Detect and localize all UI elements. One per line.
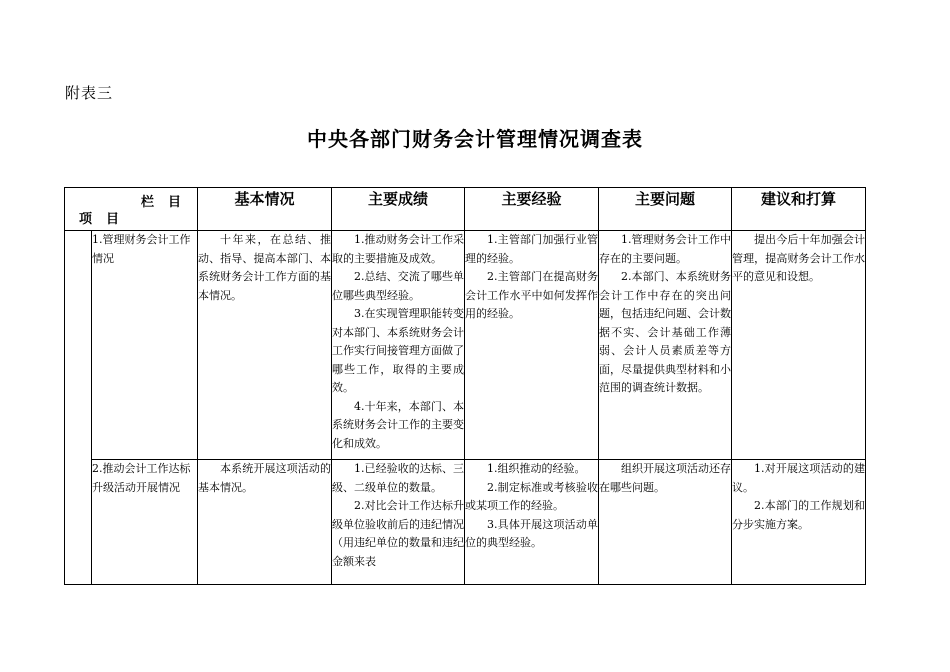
appendix-label: 附表三 xyxy=(65,84,114,102)
experience-paragraph: 1.主管部门加强行业管理的经验。 xyxy=(465,233,598,265)
column-header-suggestions: 建议和打算 xyxy=(732,188,866,231)
header-row xyxy=(65,188,866,231)
experience-paragraph: 2.制定标准或考核验收或某项工作的经验。 xyxy=(465,480,598,512)
problems-cell xyxy=(599,231,732,460)
suggestions-cell xyxy=(732,460,866,585)
experience-paragraph: 3.具体开展这项活动单位的典型经验。 xyxy=(465,517,598,549)
corner-header-cell xyxy=(65,188,198,231)
row-group-spine xyxy=(65,231,92,585)
achievement-paragraph: 2.总结、交流了哪些单位哪些典型经验。 xyxy=(332,270,464,302)
achievements-cell xyxy=(332,231,465,460)
achievement-paragraph: 4.十年来，本部门、本系统财务会计工作的主要变化和成效。 xyxy=(332,399,464,450)
problem-paragraph: 1.管理财务会计工作中存在的主要问题。 xyxy=(599,233,731,265)
table-row xyxy=(65,460,866,585)
table-row xyxy=(65,231,866,460)
achievements-cell xyxy=(332,460,465,585)
corner-column-label: 栏目 xyxy=(141,195,196,210)
achievement-paragraph: 1.推动财务会计工作采取的主要措施及成效。 xyxy=(332,233,464,265)
experience-cell xyxy=(465,231,599,460)
experience-paragraph: 1.组织推动的经验。 xyxy=(487,462,586,475)
column-header-achievements: 主要成绩 xyxy=(332,188,465,231)
document-title: 中央各部门财务会计管理情况调查表 xyxy=(307,127,643,151)
column-header-problems: 主要问题 xyxy=(599,188,732,231)
experience-cell xyxy=(465,460,599,585)
column-header-experience: 主要经验 xyxy=(465,188,599,231)
row-item-label: 1.管理财务会计工作情况 xyxy=(92,231,198,460)
suggestions-cell xyxy=(732,231,866,460)
survey-table xyxy=(64,187,866,585)
basic-paragraph: 十年来，在总结、推动、指导、提高本部门、本系统财务会计工作方面的基本情况。 xyxy=(198,233,331,302)
problems-cell xyxy=(599,460,732,585)
basic-cell xyxy=(198,460,332,585)
achievements-clip xyxy=(332,460,464,580)
achievement-paragraph: 2.对比会计工作达标升级单位验收前后的违纪情况（用违纪单位的数量和违纪金额来表 xyxy=(332,499,464,568)
suggestion-paragraph: 提出今后十年加强会计管理，提高财务会计工作水平的意见和设想。 xyxy=(732,233,865,283)
suggestion-paragraph: 1.对开展这项活动的建议。 xyxy=(732,462,865,494)
achievement-paragraph: 1.已经验收的达标、三级、二级单位的数量。 xyxy=(332,462,464,494)
experience-paragraph: 2.主管部门在提高财务会计工作水平中如何发挥作用的经验。 xyxy=(465,270,598,320)
column-header-basic: 基本情况 xyxy=(198,188,332,231)
problem-paragraph: 组织开展这项活动还存在哪些问题。 xyxy=(599,462,731,494)
row-item-label: 2.推动会计工作达标升级活动开展情况 xyxy=(92,460,198,585)
basic-cell xyxy=(198,231,332,460)
problem-paragraph: 2.本部门、本系统财务会计工作中存在的突出问题，包括违纪问题、会计数据不实、会计基础工作薄弱、会计人员素质差等方面，尽量提供典型材料和小范围的调查统计数据。 xyxy=(599,270,731,394)
suggestion-paragraph: 2.本部门的工作规划和分步实施方案。 xyxy=(732,499,865,531)
corner-row-label: 项目 xyxy=(79,212,134,227)
achievement-paragraph: 3.在实现管理职能转变对本部门、本系统财务会计工作实行间接管理方面做了哪些工作，取得的主要成效。 xyxy=(332,307,464,394)
basic-paragraph: 本系统开展这项活动的基本情况。 xyxy=(198,462,331,494)
